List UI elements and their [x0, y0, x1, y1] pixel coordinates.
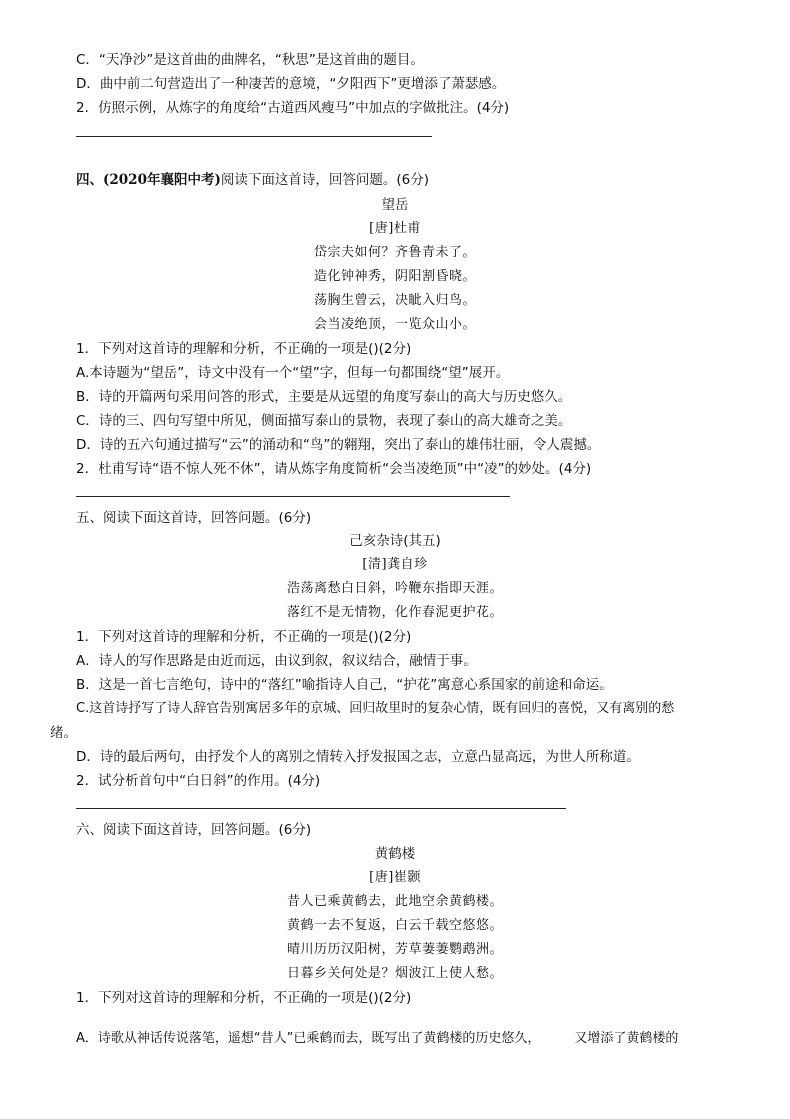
question-1: 1．下列对这首诗的理解和分析，不正确的一项是()(2分)	[76, 990, 412, 1006]
poem-line: 会当凌绝顶，一览众山小。	[313, 317, 476, 332]
question-2: 2．杜甫写诗“语不惊人死不休”，请从炼字角度简析“会当凌绝顶”中“凌”的妙处。(4分)	[76, 461, 592, 477]
question-source: (2020年襄阳中考)	[103, 172, 221, 188]
question-1: 1．下列对这首诗的理解和分析，不正确的一项是()(2分)	[76, 341, 412, 357]
poem-line: 造化钟神秀，阴阳割昏晓。	[313, 269, 476, 284]
question-1: 1．下列对这首诗的理解和分析，不正确的一项是()(2分)	[76, 629, 412, 645]
poem-author: [唐]崔颢	[369, 870, 421, 885]
poem-line: 晴川历历汉阳树，芳草萋萋鹦鹉洲。	[286, 942, 503, 957]
poem-line: 日暮乡关何处是？烟波江上使人愁。	[286, 966, 503, 981]
section-heading	[76, 171, 429, 189]
option-a: A．诗人的写作思路是由近而远，由议到叙，叙议结合，融情于事。	[76, 653, 477, 669]
option-d: D．曲中前二句营造出了一种凄苦的意境，“夕阳西下”更增添了萧瑟感。	[76, 76, 506, 92]
poem-title: 己亥杂诗(其五)	[349, 533, 441, 549]
option-a: A.本诗题为“望岳”，诗文中没有一个“望”字，但每一句都围绕“望”展开。	[76, 365, 510, 381]
answer-line	[76, 136, 432, 137]
poem-line: 黄鹤一去不复返，白云千载空悠悠。	[286, 918, 503, 933]
poem-line: 昔人已乘黄鹤去，此地空余黄鹤楼。	[286, 894, 503, 909]
question-2: 2．试分析首句中“白日斜”的作用。(4分)	[76, 773, 321, 789]
section-instruction: 阅读下面这首诗，回答问题。(6分)	[220, 172, 429, 188]
question-2: 2．仿照示例，从炼字的角度给“古道西风瘦马”中加点的字做批注。(4分)	[76, 100, 510, 116]
section-heading: 五、阅读下面这首诗，回答问题。(6分)	[76, 510, 312, 526]
poem-line: 岱宗夫如何？齐鲁青未了。	[313, 245, 476, 260]
option-a	[76, 1030, 678, 1048]
option-d: D．诗的最后两句，由抒发个人的离别之情转入抒发报国之志，立意凸显高远，为世人所称道。	[76, 749, 640, 765]
option-b: B．诗的开篇两句采用问答的形式，主要是从远望的角度写泰山的高大与历史悠久。	[76, 389, 572, 405]
option-a-part-1: A．诗歌从神话传说落笔，遥想“昔人”已乘鹤而去，既写出了黄鹤楼的历史悠久，	[76, 1031, 541, 1046]
option-c: C.这首诗抒写了诗人辞官告别寓居多年的京城、回归故里时的复杂心情，既有回归的喜悦，又有离别的愁	[76, 701, 675, 716]
option-d: D．诗的五六句通过描写“云”的涌动和“鸟”的翱翔，突出了泰山的雄伟壮丽，令人震撼。	[76, 437, 601, 453]
poem-line: 荡胸生曾云，决眦入归鸟。	[313, 293, 476, 308]
option-a-part-2: 又增添了黄鹤楼的	[574, 1031, 679, 1046]
section-number: 四、	[76, 172, 103, 188]
option-c: C．“天净沙”是这首曲的曲牌名，“秋思”是这首曲的题目。	[76, 52, 424, 68]
answer-line	[76, 496, 510, 497]
answer-line	[76, 808, 566, 809]
poem-line: 落红不是无情物，化作春泥更护花。	[286, 605, 503, 620]
option-c-continued: 绪。	[50, 725, 77, 741]
poem-author: [清]龚自珍	[362, 557, 428, 572]
poem-line: 浩荡离愁白日斜，吟鞭东指即天涯。	[286, 581, 503, 596]
option-c: C．诗的三、四句写望中所见，侧面描写泰山的景物，表现了泰山的高大雄奇之美。	[76, 413, 572, 429]
section-heading: 六、阅读下面这首诗，回答问题。(6分)	[76, 822, 312, 838]
poem-author: [唐]杜甫	[369, 221, 421, 236]
option-b: B．这是一首七言绝句，诗中的“落红”喻指诗人自己，“护花”寓意心系国家的前途和命运。	[76, 677, 613, 693]
poem-title: 黄鹤楼	[374, 846, 416, 862]
poem-title: 望岳	[381, 197, 409, 213]
